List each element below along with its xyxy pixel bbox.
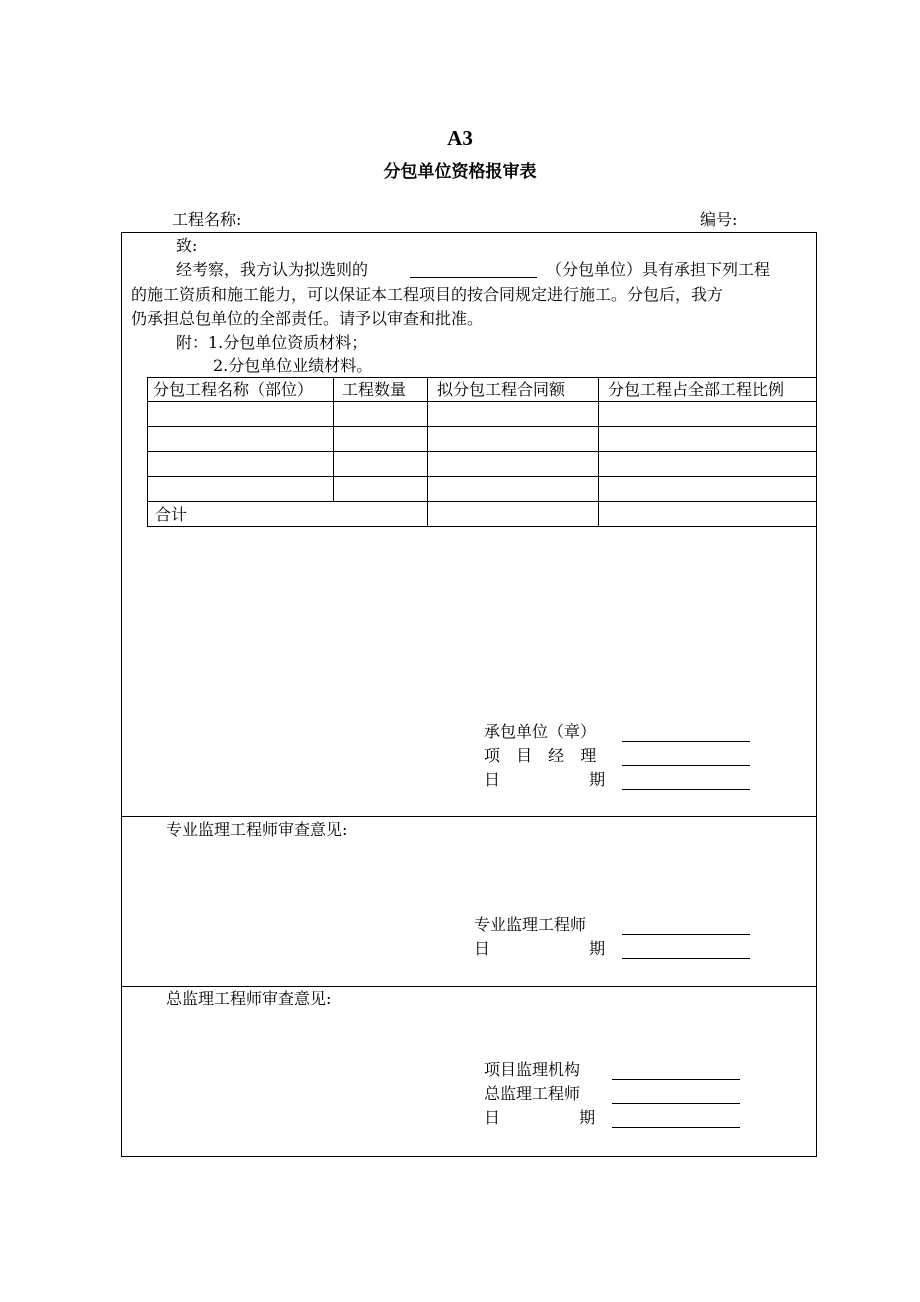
- application-date-label: 日 期: [484, 770, 606, 789]
- specialist-review-title: 专业监理工程师审查意见:: [166, 820, 348, 839]
- specialist-engineer-line[interactable]: [622, 934, 750, 935]
- chief-review-title: 总监理工程师审查意见:: [166, 989, 332, 1008]
- paragraph-line-1b: （分包单位）具有承担下列工程: [546, 260, 771, 279]
- form-code: A3: [447, 126, 473, 150]
- table-header-proportion: 分包工程占全部工程比例: [608, 380, 785, 399]
- project-manager-label: 项 目 经 理: [484, 746, 597, 765]
- subcontractor-blank[interactable]: [410, 277, 537, 278]
- table-header-name: 分包工程名称（部位）: [153, 380, 314, 399]
- to-label: 致:: [176, 236, 198, 255]
- paragraph-line-2: 的施工资质和施工能力，可以保证本工程项目的按合同规定进行施工。分包后，我方: [131, 285, 724, 304]
- contractor-seal-line[interactable]: [622, 741, 750, 742]
- table-total-label: 合计: [155, 505, 188, 524]
- form-title: 分包单位资格报审表: [383, 162, 537, 182]
- application-date-line[interactable]: [622, 789, 750, 790]
- specialist-date-line[interactable]: [622, 958, 750, 959]
- chief-date-line[interactable]: [612, 1127, 740, 1128]
- contractor-seal-label: 承包单位（章）: [484, 722, 597, 741]
- supervision-institution-line[interactable]: [612, 1079, 740, 1080]
- specialist-engineer-label: 专业监理工程师: [474, 915, 587, 934]
- chief-engineer-label: 总监理工程师: [484, 1084, 581, 1103]
- paragraph-line-1a: 经考察，我方认为拟选则的: [176, 260, 369, 279]
- attachment-2: 2.分包单位业绩材料。: [213, 356, 373, 375]
- supervision-institution-label: 项目监理机构: [484, 1060, 581, 1079]
- serial-number-label: 编号:: [700, 210, 738, 229]
- table-header-quantity: 工程数量: [342, 380, 407, 399]
- paragraph-line-3: 仍承担总包单位的全部责任。请予以审查和批准。: [131, 309, 484, 328]
- specialist-date-label: 日 期: [474, 939, 606, 958]
- project-manager-line[interactable]: [622, 765, 750, 766]
- project-name-label: 工程名称:: [172, 210, 242, 229]
- attachment-1: 附：1.分包单位资质材料；: [176, 333, 368, 352]
- table-header-contract-amount: 拟分包工程合同额: [437, 380, 566, 399]
- chief-date-label: 日 期: [484, 1108, 596, 1127]
- chief-engineer-line[interactable]: [612, 1103, 740, 1104]
